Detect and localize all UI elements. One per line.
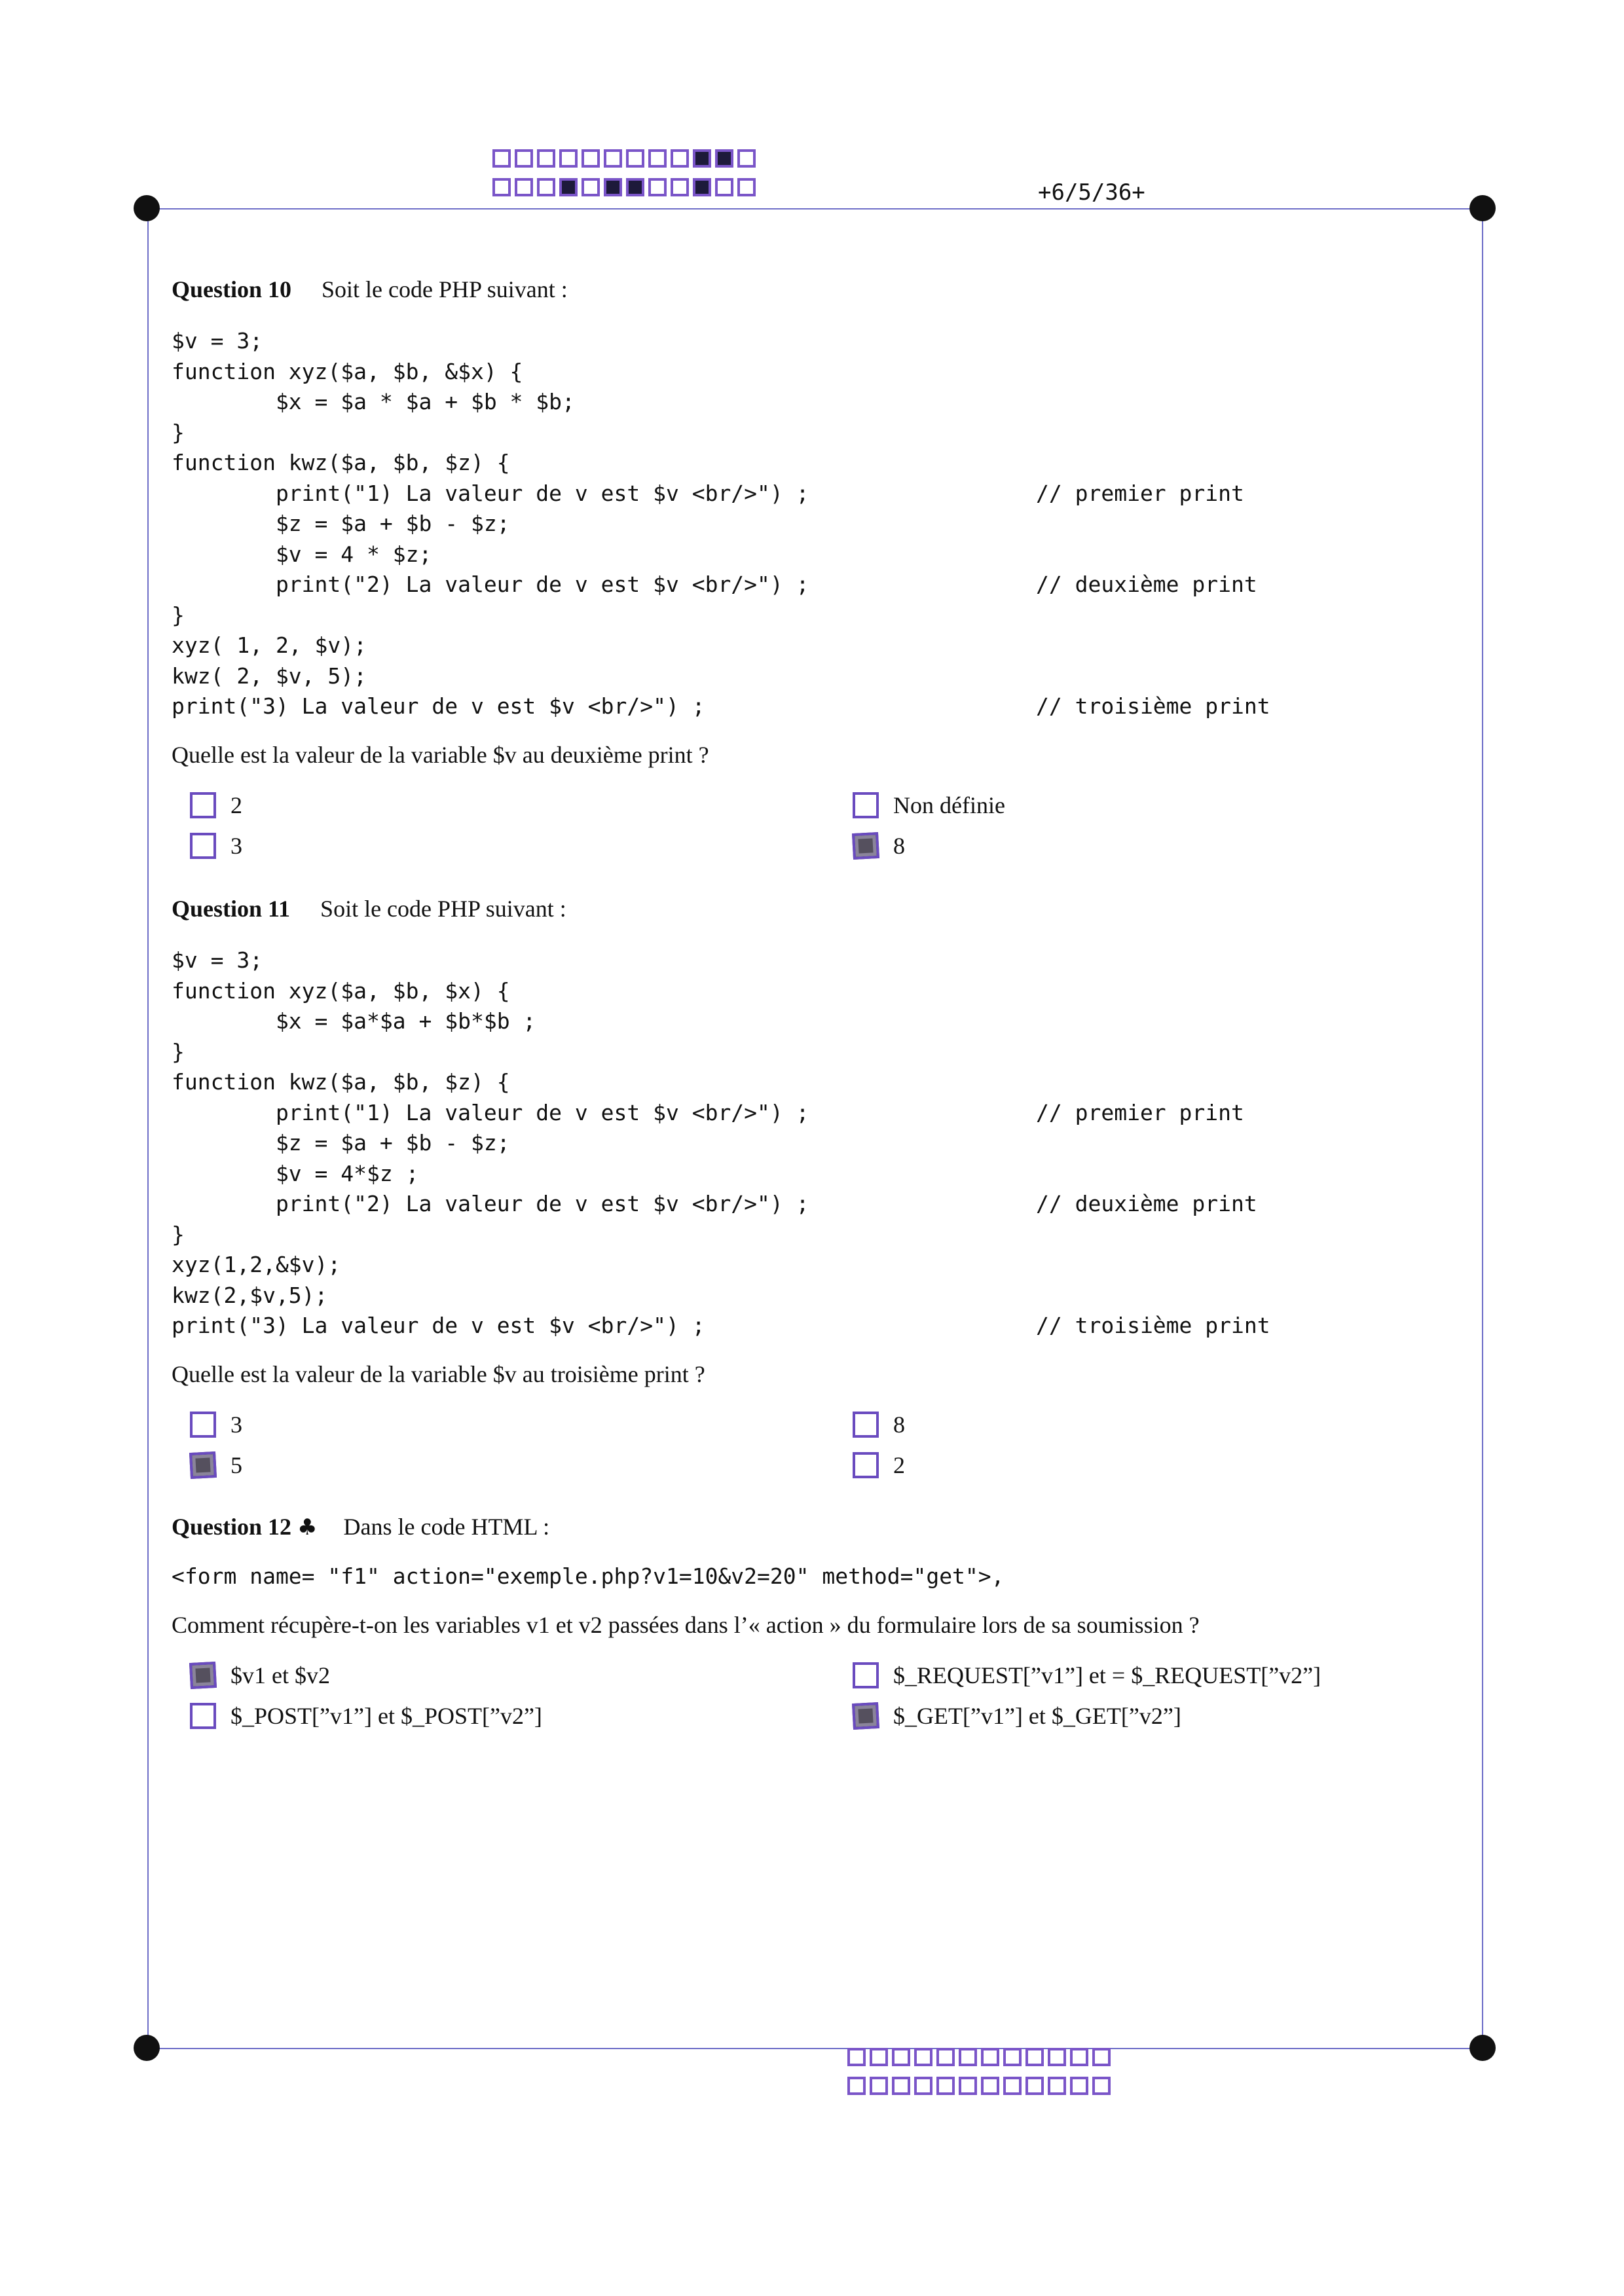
code-line: [172, 976, 1481, 1007]
code-block: [172, 945, 1481, 1341]
answer-option[interactable]: [853, 1662, 1321, 1689]
code-cell: [604, 149, 622, 168]
frame-right-line: [1482, 208, 1483, 2049]
code-text: print("2) La valeur de v est $v <br/>") ;: [172, 572, 809, 597]
checked-box[interactable]: [189, 1451, 217, 1478]
code-cell: [847, 2048, 866, 2066]
code-line: [172, 1311, 1481, 1341]
code-cell: [559, 178, 578, 196]
answer-option[interactable]: [190, 1451, 242, 1479]
code-line: [172, 1037, 1481, 1068]
checkbox[interactable]: [853, 1452, 879, 1478]
code-text: function xyz($a, $b, $x) {: [172, 977, 510, 1004]
code-cell: [737, 178, 756, 196]
question-12: [172, 1512, 1481, 1743]
code-line: [172, 357, 1481, 388]
answer-label: 8: [893, 832, 905, 859]
answer-label: $_REQUEST[”v1”] et = $_REQUEST[”v2”]: [893, 1662, 1321, 1688]
answer-label: 5: [231, 1451, 242, 1478]
code-cell: [581, 149, 600, 168]
code-cell: [914, 2077, 932, 2095]
code-cell: [581, 178, 600, 196]
code-line: [172, 1067, 1481, 1098]
question-intro: Soit le code PHP suivant :: [322, 276, 568, 302]
code-cell: [693, 178, 711, 196]
answer-option[interactable]: [190, 1411, 242, 1438]
checked-box[interactable]: [852, 1702, 879, 1729]
code-cell: [1092, 2077, 1111, 2095]
code-line: [172, 661, 1481, 692]
code-text: }: [172, 602, 185, 628]
code-cell: [981, 2077, 999, 2095]
question-label: Question 10: [172, 276, 292, 302]
question-intro: Dans le code HTML :: [343, 1514, 550, 1540]
answer-option[interactable]: [853, 1451, 905, 1479]
code-text: $v = 4*$z ;: [172, 1160, 419, 1186]
code-text: print("3) La valeur de v est $v <br/>") ;: [172, 1313, 705, 1338]
code-text: <form name= "f1" action="exemple.php?v1=10&v2=20" method="get">,: [172, 1563, 1005, 1589]
code-line: [172, 1561, 1481, 1592]
question-prompt: Comment récupère-t-on les variables v1 et v2 passées dans l’« action » du formulaire lors de sa soumission ?: [172, 1611, 1200, 1638]
code-cell: [737, 149, 756, 168]
code-line: [172, 509, 1481, 539]
code-cell: [892, 2048, 910, 2066]
code-block: [172, 326, 1481, 722]
code-cell: [715, 178, 733, 196]
code-text: $v = 4 * $z;: [172, 541, 432, 567]
answer-option[interactable]: [853, 792, 1005, 819]
code-comment: // troisième print: [1036, 693, 1270, 719]
checked-box[interactable]: [189, 1661, 217, 1688]
code-cell: [959, 2048, 977, 2066]
code-cell: [1092, 2048, 1111, 2066]
code-line: [172, 570, 1481, 600]
answer-option[interactable]: [190, 1702, 542, 1730]
answer-list: [172, 792, 1481, 873]
checkbox[interactable]: [853, 1662, 879, 1688]
question-label: Question 11: [172, 896, 291, 922]
question-intro: Soit le code PHP suivant :: [320, 896, 566, 922]
code-text: print("3) La valeur de v est $v <br/>") ;: [172, 693, 705, 719]
question-prompt: Quelle est la valeur de la variable $v au deuxième print ?: [172, 741, 709, 768]
code-line: [172, 448, 1481, 479]
corner-mark-bottom-right: [1469, 2035, 1496, 2061]
code-cell: [693, 149, 711, 168]
code-text: $v = 3;: [172, 947, 263, 973]
answer-list: [172, 1662, 1481, 1743]
code-text: function kwz($a, $b, $z) {: [172, 1069, 510, 1095]
question-prompt: Quelle est la valeur de la variable $v au troisième print ?: [172, 1360, 705, 1387]
code-line: [172, 1098, 1481, 1129]
code-comment: // troisième print: [1036, 1313, 1270, 1338]
code-cell: [959, 2077, 977, 2095]
answer-label: 8: [893, 1411, 905, 1438]
checkbox[interactable]: [190, 833, 216, 859]
checkbox[interactable]: [853, 1412, 879, 1438]
code-cell: [1048, 2077, 1066, 2095]
code-comment: // premier print: [1036, 1099, 1244, 1125]
answer-list: [172, 1411, 1481, 1492]
code-line: [172, 945, 1481, 976]
question-10: [172, 275, 1481, 873]
corner-mark-top-left: [134, 195, 160, 221]
question-label: Question 12 ♣: [172, 1514, 318, 1540]
code-text: }: [172, 1221, 185, 1247]
code-cell: [537, 178, 555, 196]
code-cell: [936, 2048, 955, 2066]
page-id: +6/5/36+: [1038, 179, 1145, 206]
code-cell: [648, 149, 667, 168]
code-cell: [515, 149, 533, 168]
answer-label: 3: [231, 1411, 242, 1438]
code-text: $z = $a + $b - $z;: [172, 511, 510, 536]
code-comment: // premier print: [1036, 480, 1244, 506]
frame-left-line: [147, 208, 149, 2049]
code-cell: [936, 2077, 955, 2095]
code-text: print("2) La valeur de v est $v <br/>") ;: [172, 1191, 809, 1216]
question-header: [172, 1512, 1481, 1542]
code-cell: [870, 2077, 888, 2095]
code-line: [172, 1250, 1481, 1281]
club-icon: ♣: [297, 1514, 318, 1540]
code-block: [172, 1561, 1481, 1592]
code-comment: // deuxième print: [1036, 1191, 1257, 1216]
question-11: [172, 894, 1481, 1492]
code-cell: [1048, 2048, 1066, 2066]
code-line: [172, 539, 1481, 570]
corner-mark-bottom-left: [134, 2035, 160, 2061]
top-binary-code-row-2: [492, 178, 756, 196]
checkbox[interactable]: [190, 792, 216, 818]
code-cell: [671, 178, 689, 196]
checkbox[interactable]: [190, 1703, 216, 1729]
answer-label: 3: [231, 832, 242, 859]
code-line: [172, 1006, 1481, 1037]
code-cell: [626, 149, 644, 168]
code-cell: [671, 149, 689, 168]
code-cell: [715, 149, 733, 168]
code-text: function kwz($a, $b, $z) {: [172, 450, 510, 475]
code-line: [172, 691, 1481, 722]
answer-option[interactable]: [190, 1662, 330, 1689]
code-text: xyz( 1, 2, $v);: [172, 632, 367, 658]
code-cell: [981, 2048, 999, 2066]
answer-label: 2: [893, 1451, 905, 1478]
code-line: [172, 1189, 1481, 1220]
top-binary-code-row-1: [492, 149, 756, 168]
checked-box[interactable]: [852, 831, 879, 859]
code-cell: [847, 2077, 866, 2095]
answer-option[interactable]: [190, 792, 242, 819]
code-cell: [914, 2048, 932, 2066]
code-text: function xyz($a, $b, &$x) {: [172, 358, 523, 384]
code-line: [172, 630, 1481, 661]
code-line: [172, 1159, 1481, 1190]
code-cell: [1025, 2048, 1044, 2066]
code-line: [172, 1128, 1481, 1159]
code-text: kwz(2,$v,5);: [172, 1282, 328, 1308]
code-text: $x = $a * $a + $b * $b;: [172, 389, 575, 414]
answer-option[interactable]: [853, 1702, 1181, 1730]
answer-label: $_POST[”v1”] et $_POST[”v2”]: [231, 1702, 542, 1729]
code-cell: [492, 149, 511, 168]
question-header: [172, 275, 1481, 304]
code-cell: [626, 178, 644, 196]
answer-option[interactable]: [853, 832, 905, 860]
code-cell: [870, 2048, 888, 2066]
code-cell: [892, 2077, 910, 2095]
code-line: [172, 1220, 1481, 1250]
code-line: [172, 479, 1481, 509]
code-cell: [1070, 2077, 1088, 2095]
code-text: print("1) La valeur de v est $v <br/>") ;: [172, 1099, 809, 1125]
code-line: [172, 387, 1481, 418]
code-cell: [515, 178, 533, 196]
question-header: [172, 894, 1481, 923]
code-cell: [1025, 2077, 1044, 2095]
code-line: [172, 600, 1481, 631]
code-cell: [648, 178, 667, 196]
code-text: }: [172, 419, 185, 445]
answer-option[interactable]: [190, 832, 242, 860]
code-cell: [1070, 2048, 1088, 2066]
code-text: $v = 3;: [172, 328, 263, 354]
code-line: [172, 418, 1481, 448]
code-cell: [604, 178, 622, 196]
checkbox[interactable]: [190, 1412, 216, 1438]
checkbox[interactable]: [853, 792, 879, 818]
code-text: $z = $a + $b - $z;: [172, 1130, 510, 1156]
code-text: kwz( 2, $v, 5);: [172, 663, 367, 689]
code-line: [172, 326, 1481, 357]
code-text: $x = $a*$a + $b*$b ;: [172, 1008, 536, 1034]
frame-top-line: [147, 208, 1483, 210]
code-text: }: [172, 1038, 185, 1065]
code-line: [172, 1281, 1481, 1311]
code-cell: [559, 149, 578, 168]
code-cell: [1003, 2048, 1022, 2066]
code-text: print("1) La valeur de v est $v <br/>") ;: [172, 480, 809, 506]
corner-mark-top-right: [1469, 195, 1496, 221]
answer-label: Non définie: [893, 792, 1005, 818]
code-cell: [492, 178, 511, 196]
bottom-binary-code-row-2: [847, 2077, 1111, 2095]
code-text: xyz(1,2,&$v);: [172, 1252, 341, 1277]
frame-bottom-line: [147, 2048, 1483, 2049]
code-cell: [537, 149, 555, 168]
bottom-binary-code-row-1: [847, 2048, 1111, 2066]
code-cell: [1003, 2077, 1022, 2095]
answer-option[interactable]: [853, 1411, 905, 1438]
code-comment: // deuxième print: [1036, 572, 1257, 597]
answer-label: 2: [231, 792, 242, 818]
answer-label: $_GET[”v1”] et $_GET[”v2”]: [893, 1702, 1181, 1729]
answer-label: $v1 et $v2: [231, 1662, 330, 1688]
